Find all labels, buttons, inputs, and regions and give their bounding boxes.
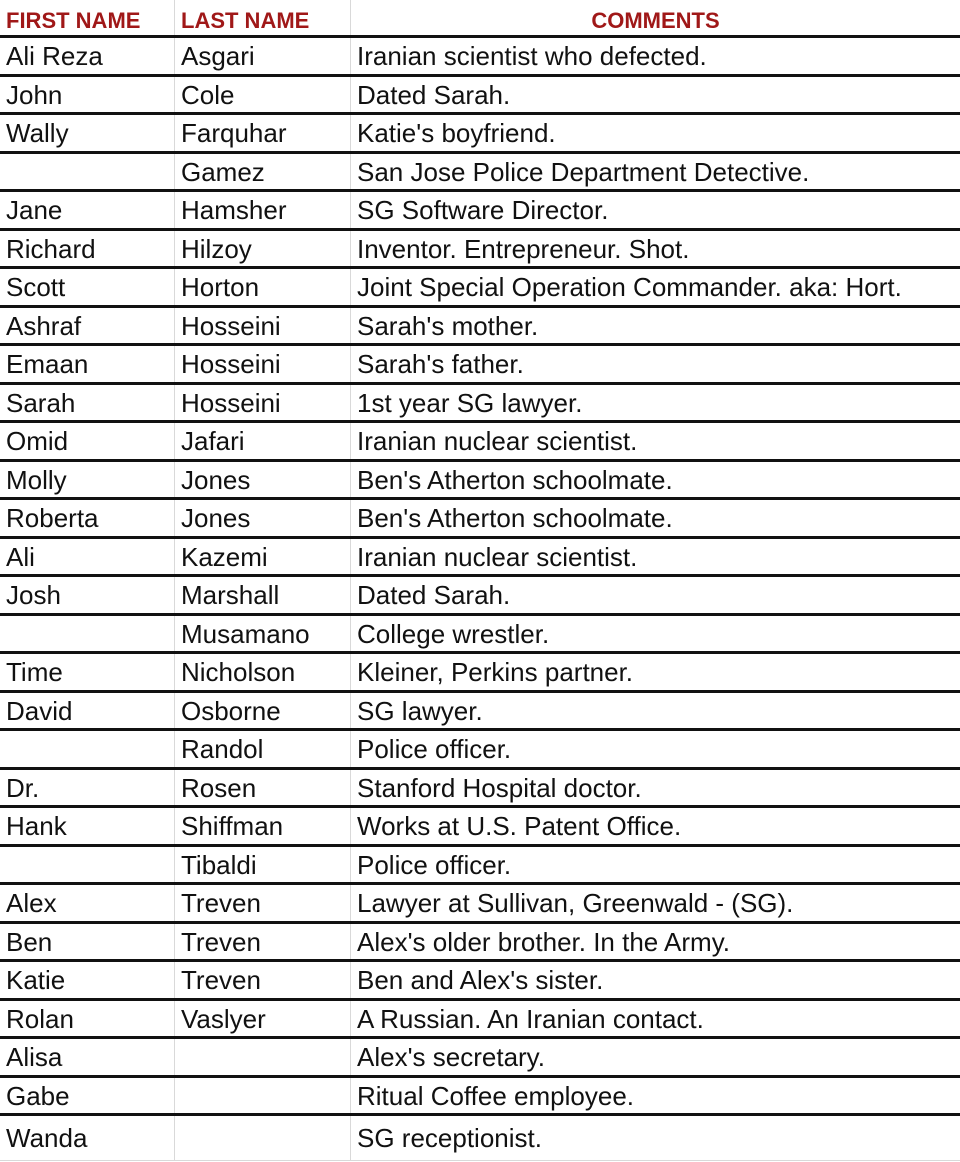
table-header — [0, 0, 960, 38]
first-name-cell[interactable]: David — [0, 693, 175, 729]
table-row — [0, 462, 960, 501]
table-row — [0, 38, 960, 77]
table-row — [0, 1039, 960, 1078]
first-name-cell[interactable]: Dr. — [0, 770, 175, 806]
last-name-cell[interactable] — [175, 1116, 351, 1160]
comment-cell[interactable]: A Russian. An Iranian contact. — [357, 1003, 704, 1034]
table-row — [0, 577, 960, 616]
last-name-cell[interactable]: Hosseini — [175, 308, 351, 344]
comment-cell[interactable]: Police officer. — [357, 734, 512, 764]
first-name-cell[interactable] — [0, 731, 175, 767]
last-name-cell[interactable]: Marshall — [175, 577, 351, 613]
table-row — [0, 385, 960, 424]
last-name-cell[interactable]: Hamsher — [175, 192, 351, 228]
first-name-cell[interactable] — [0, 154, 175, 190]
comment-cell[interactable]: Ben's Atherton schoolmate. — [357, 503, 673, 533]
comment-cell[interactable]: SG Software Director. — [357, 195, 609, 225]
last-name-cell[interactable]: Hilzoy — [175, 231, 351, 267]
last-name-cell[interactable]: Randol — [175, 731, 351, 767]
first-name-cell[interactable]: Hank — [0, 808, 175, 844]
last-name-cell[interactable]: Treven — [175, 885, 351, 921]
comment-cell[interactable]: Stanford Hospital doctor. — [357, 772, 642, 803]
first-name-cell[interactable]: Ali — [0, 539, 175, 575]
table-row — [0, 847, 960, 886]
first-name-cell[interactable]: Ben — [0, 924, 175, 960]
last-name-cell[interactable]: Vaslyer — [175, 1001, 351, 1037]
comment-cell[interactable]: Ben's Atherton schoolmate. — [357, 464, 673, 495]
comment-cell[interactable]: Sarah's mother. — [357, 310, 539, 341]
last-name-cell[interactable]: Jafari — [175, 423, 351, 459]
last-name-cell[interactable]: Hosseini — [175, 385, 351, 421]
first-name-cell[interactable]: Molly — [0, 462, 175, 498]
first-name-cell[interactable] — [0, 847, 175, 883]
first-name-cell[interactable]: Alex — [0, 885, 175, 921]
table-row — [0, 885, 960, 924]
last-name-cell[interactable]: Jones — [175, 500, 351, 536]
last-name-cell[interactable] — [175, 1078, 351, 1114]
table-row — [0, 423, 960, 462]
table-row — [0, 269, 960, 308]
comment-cell[interactable]: Alex's older brother. In the Army. — [357, 926, 730, 957]
last-name-cell[interactable]: Treven — [175, 962, 351, 998]
last-name-cell[interactable]: Cole — [175, 77, 351, 113]
last-name-cell[interactable]: Nicholson — [175, 654, 351, 690]
first-name-cell[interactable]: Alisa — [0, 1039, 175, 1075]
last-name-cell[interactable]: Kazemi — [175, 539, 351, 575]
last-name-cell[interactable]: Hosseini — [175, 346, 351, 382]
comment-cell[interactable]: Works at U.S. Patent Office. — [357, 811, 682, 841]
header-last-name[interactable]: LAST NAME — [175, 0, 351, 35]
table-row — [0, 346, 960, 385]
comment-cell[interactable]: Katie's boyfriend. — [357, 118, 556, 148]
comment-cell[interactable]: SG receptionist. — [357, 1123, 542, 1153]
table-row — [0, 539, 960, 578]
comment-cell[interactable]: Inventor. Entrepreneur. Shot. — [357, 233, 690, 264]
first-name-cell[interactable]: Ali Reza — [0, 38, 175, 74]
table-row — [0, 231, 960, 270]
table-row — [0, 616, 960, 655]
last-name-cell[interactable]: Horton — [175, 269, 351, 305]
last-name-cell[interactable]: Asgari — [175, 38, 351, 74]
comment-cell[interactable]: Dated Sarah. — [357, 580, 511, 610]
comment-cell[interactable]: Alex's secretary. — [357, 1042, 545, 1072]
table-row — [0, 924, 960, 963]
first-name-cell[interactable]: Katie — [0, 962, 175, 998]
header-comments[interactable]: COMMENTS — [591, 8, 720, 33]
comment-cell[interactable]: SG lawyer. — [357, 695, 483, 726]
table-body — [0, 38, 960, 1161]
table-row — [0, 808, 960, 847]
table-row — [0, 308, 960, 347]
comment-cell[interactable]: Sarah's father. — [357, 349, 524, 379]
comment-cell[interactable]: San Jose Police Department Detective. — [357, 156, 810, 187]
table-row — [0, 962, 960, 1001]
table-row — [0, 77, 960, 116]
comment-cell[interactable]: Kleiner, Perkins partner. — [357, 657, 634, 687]
first-name-cell[interactable]: Richard — [0, 231, 175, 267]
last-name-cell[interactable]: Jones — [175, 462, 351, 498]
comment-cell[interactable]: College wrestler. — [357, 618, 550, 649]
first-name-cell[interactable]: Rolan — [0, 1001, 175, 1037]
first-name-cell[interactable]: Josh — [0, 577, 175, 613]
header-first-name[interactable]: FIRST NAME — [0, 0, 175, 35]
table-row — [0, 192, 960, 231]
comment-cell[interactable]: 1st year SG lawyer. — [357, 387, 583, 418]
comment-cell[interactable]: Joint Special Operation Commander. aka: Hort. — [357, 272, 902, 302]
first-name-cell[interactable]: Wally — [0, 115, 175, 151]
table-row — [0, 1078, 960, 1117]
last-name-cell[interactable]: Musamano — [175, 616, 351, 652]
table-row — [0, 154, 960, 193]
last-name-cell[interactable]: Gamez — [175, 154, 351, 190]
first-name-cell[interactable] — [0, 616, 175, 652]
first-name-cell[interactable]: Roberta — [0, 500, 175, 536]
first-name-cell[interactable]: Time — [0, 654, 175, 690]
last-name-cell[interactable] — [175, 1039, 351, 1075]
first-name-cell[interactable]: Scott — [0, 269, 175, 305]
first-name-cell[interactable]: Wanda — [0, 1116, 175, 1160]
last-name-cell[interactable]: Farquhar — [175, 115, 351, 151]
table-row — [0, 693, 960, 732]
table-row — [0, 731, 960, 770]
comment-cell[interactable]: Ritual Coffee employee. — [357, 1080, 635, 1111]
last-name-cell[interactable]: Osborne — [175, 693, 351, 729]
table-row — [0, 1116, 960, 1161]
comment-cell[interactable]: Iranian nuclear scientist. — [357, 541, 638, 572]
first-name-cell[interactable]: Omid — [0, 423, 175, 459]
last-name-cell[interactable]: Rosen — [175, 770, 351, 806]
comment-cell[interactable]: Lawyer at Sullivan, Greenwald - (SG). — [357, 888, 794, 918]
table-row — [0, 770, 960, 809]
comment-cell[interactable]: Iranian nuclear scientist. — [357, 426, 638, 456]
first-name-cell[interactable]: Ashraf — [0, 308, 175, 344]
first-name-cell[interactable]: Emaan — [0, 346, 175, 382]
first-name-cell[interactable]: Sarah — [0, 385, 175, 421]
comment-cell[interactable]: Iranian scientist who defected. — [357, 41, 707, 71]
last-name-cell[interactable]: Shiffman — [175, 808, 351, 844]
first-name-cell[interactable]: Gabe — [0, 1078, 175, 1114]
last-name-cell[interactable]: Tibaldi — [175, 847, 351, 883]
comment-cell[interactable]: Dated Sarah. — [357, 79, 511, 110]
table-row — [0, 1001, 960, 1040]
table-row — [0, 500, 960, 539]
first-name-cell[interactable]: Jane — [0, 192, 175, 228]
first-name-cell[interactable]: John — [0, 77, 175, 113]
comment-cell[interactable]: Ben and Alex's sister. — [357, 965, 604, 995]
last-name-cell[interactable]: Treven — [175, 924, 351, 960]
table-row — [0, 654, 960, 693]
comment-cell[interactable]: Police officer. — [357, 849, 512, 880]
table-row — [0, 115, 960, 154]
